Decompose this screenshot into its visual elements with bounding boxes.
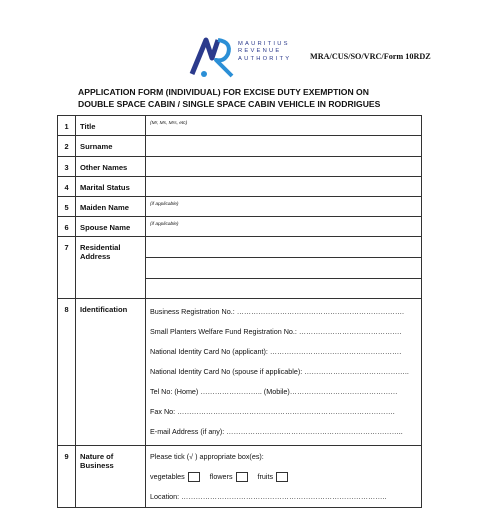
address-line-3[interactable]	[146, 279, 421, 298]
field-hint: (if applicable)	[150, 222, 179, 227]
business-options	[146, 467, 421, 487]
location-field[interactable]: Location: …………………………………………………………………………..	[150, 492, 387, 501]
row-number: 1	[58, 116, 76, 136]
row-number: 8	[58, 299, 76, 446]
form-row-title	[58, 116, 422, 136]
row-number: 3	[58, 157, 76, 177]
residential-address-field	[146, 237, 422, 299]
business-registration-no-field[interactable]: Business Registration No.: …………………………………………………………….	[150, 307, 404, 316]
row-number: 4	[58, 177, 76, 197]
row-number: 7	[58, 237, 76, 299]
form-row-nature-of-business	[58, 446, 422, 508]
row-label: Nature of Business	[76, 446, 146, 508]
mra-logo-mark-icon	[188, 34, 236, 80]
row-label: Marital Status	[76, 177, 146, 197]
maiden-name-field[interactable]	[146, 197, 422, 217]
form-row-surname	[58, 136, 422, 157]
logo-line-3: AUTHORITY	[238, 55, 292, 62]
row-number: 9	[58, 446, 76, 508]
row-label: Title	[76, 116, 146, 136]
surname-field[interactable]	[146, 136, 422, 157]
address-line-1[interactable]	[146, 237, 421, 258]
form-number: MRA/CUS/SO/VRC/Form 10RDZ	[310, 52, 431, 61]
form-title	[78, 86, 458, 110]
tel-no-field[interactable]: Tel No: (Home) …………………….. (Mobile)………………………………………	[150, 387, 398, 396]
row-label: Other Names	[76, 157, 146, 177]
logo-text	[238, 41, 291, 63]
form-title-line-2: DOUBLE SPACE CABIN / SINGLE SPACE CABIN VEHICLE IN RODRIGUES	[78, 99, 381, 109]
row-label: Surname	[76, 136, 146, 157]
identification-section	[146, 299, 422, 446]
other-names-field[interactable]	[146, 157, 422, 177]
row-number: 6	[58, 217, 76, 237]
spwf-registration-no-field[interactable]: Small Planters Welfare Fund Registration No.: …………………………………….	[150, 327, 402, 336]
nic-spouse-field[interactable]: National Identity Card No (spouse if applicable): ……………………………………..	[150, 367, 409, 376]
vegetables-checkbox[interactable]	[188, 472, 200, 482]
row-number: 2	[58, 136, 76, 157]
option-fruits-label: fruits	[257, 472, 274, 481]
logo-line-1: MAURITIUS	[238, 41, 290, 47]
form-row-marital-status	[58, 177, 422, 197]
row-label: Maiden Name	[76, 197, 146, 217]
row-number: 5	[58, 197, 76, 217]
form-row-residential-address	[58, 237, 422, 299]
address-line-2[interactable]	[146, 258, 421, 279]
mra-logo	[188, 34, 318, 80]
form-row-maiden-name	[58, 197, 422, 217]
row-label: Spouse Name	[76, 217, 146, 237]
form-row-identification	[58, 299, 422, 446]
form-title-line-1: APPLICATION FORM (INDIVIDUAL) FOR EXCISE DUTY EXEMPTION ON	[78, 87, 369, 97]
spouse-name-field[interactable]	[146, 217, 422, 237]
marital-status-field[interactable]	[146, 177, 422, 197]
nic-applicant-field[interactable]: National Identity Card No (applicant): ……………………………………………….	[150, 347, 402, 356]
flowers-checkbox[interactable]	[236, 472, 248, 482]
logo-line-2: REVENUE	[238, 48, 282, 55]
fax-no-field[interactable]: Fax No: ……………………………………………………………………………….	[150, 407, 395, 416]
nature-of-business-section	[146, 446, 422, 508]
option-vegetables-label: vegetables	[150, 472, 185, 481]
title-field[interactable]	[146, 116, 422, 136]
field-hint: (if applicable)	[150, 202, 179, 207]
form-row-other-names	[58, 157, 422, 177]
application-form-table	[57, 115, 422, 508]
row-label: Identification	[76, 299, 146, 446]
fruits-checkbox[interactable]	[276, 472, 288, 482]
email-address-field[interactable]: E-mail Address (if any): ………………………………………………………………..	[150, 427, 403, 436]
row-label: Residential Address	[76, 237, 146, 299]
form-row-spouse-name	[58, 217, 422, 237]
field-hint: (Mr, Ms, Mrs, etc)	[150, 121, 188, 126]
tick-instruction: Please tick (√ ) appropriate box(es):	[150, 452, 264, 461]
option-flowers-label: flowers	[209, 472, 233, 481]
